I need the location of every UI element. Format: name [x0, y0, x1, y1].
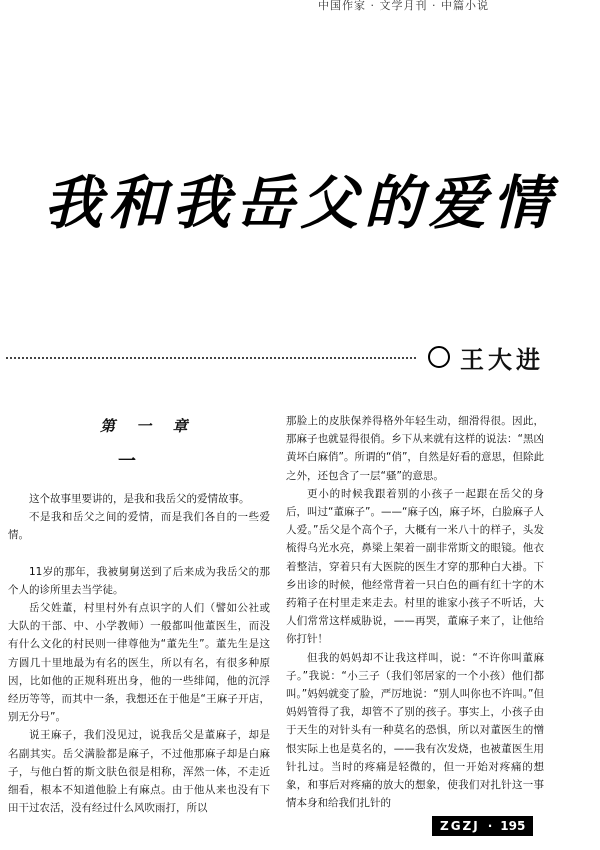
title-divider: [6, 357, 416, 359]
paragraph: 那脸上的皮肤保养得格外年轻生动，细滑得很。因此，那麻子也就显得很俏。乡下从来就有这样的说法：“黑凶黄坏白麻俏”。所谓的“俏”，自然是好看的意思，但除此之外，还包含了一层“骚”的意思。: [286, 415, 544, 482]
chapter-heading: 第 一 章: [100, 417, 196, 435]
paragraph: 说王麻子，我们没见过，说我岳父是董麻子，却是名副其实。岳父满脸都是麻子，不过他那麻子却是白麻子，与他白皙的斯文肤色很是相称，浑然一体，不走近细看，根本不知道他脸上有麻点。由于他从来也没有下田干过农活，没有经过什么风吹雨打，所以: [8, 729, 270, 815]
paragraph: 这个故事里要讲的，是我和我岳父的爱情故事。: [29, 493, 250, 505]
page-number: 195: [500, 819, 526, 833]
magazine-code: ZGZJ: [440, 819, 480, 833]
left-column: [8, 490, 270, 830]
paragraph: 11岁的那年，我被舅舅送到了后来成为我岳父的那个人的诊所里去当学徒。: [8, 565, 270, 596]
author-name: 王大进: [460, 345, 544, 374]
paragraph: 但我的妈妈却不让我这样叫，说：“不许你叫董麻子。”我说：“小三子（我们邻居家的一个小孩）他们都叫。”妈妈就变了脸，严厉地说：“别人叫你也不许叫。”但妈妈管得了我，却管不了别的孩子。事实上，小孩子由于天生的对针头有一种莫名的恐惧，所以对董医生的憎恨实际上也是莫名的，——我有次发烧，也被董医生用针扎过。当时的疼痛是轻微的，但一开始对疼痛的想象，和事后对疼痛的放大的想象，使我们对扎针这一事情本身和给我们扎针的: [286, 651, 544, 810]
footer-separator: ·: [487, 819, 493, 833]
right-column: [286, 412, 544, 810]
running-header: 中国作家 · 文学月刊 · 中篇小说: [318, 0, 489, 12]
article-title: 我和我岳父的爱情: [43, 169, 556, 237]
author-byline: [428, 340, 544, 374]
circle-icon: [428, 346, 450, 368]
paragraph: 更小的时候我跟着别的小孩子一起跟在岳父的身后，叫过“董麻子”。——“麻子凶，麻子坏，白脸麻子人人爱。”岳父是个高个子，大概有一米八十的样子，头发梳得乌光水亮，鼻梁上架着一副非常斯文的眼镜。他衣着整洁，穿着只有大医院的医生才穿的那种白大褂。下乡出诊的时候，他经常背着一只白色的画有红十字的木药箱子在村里走来走去。村里的谁家小孩子不听话，大人们常常这样威胁说，——再哭，董麻子来了，让他给你打针！: [286, 487, 544, 646]
paragraph: 岳父姓董，村里村外有点识字的人们（譬如公社或大队的干部、中、小学教师）一般都叫他董医生，而没有什么文化的村民则一律尊他为“董先生”。董先生是这方圆几十里地最为有名的医生，所以有名，有很多种原因，比如他的正规科班出身，他的一些绯闻，他的沉浮经历等等，而其中一条，我想还在于他是“王麻子开店，别无分号”。: [8, 602, 270, 724]
page-footer-badge: [432, 816, 533, 836]
section-number: 一: [118, 451, 136, 472]
paragraph: 不是我和岳父之间的爱情，而是我们各自的一些爱情。: [8, 511, 270, 542]
